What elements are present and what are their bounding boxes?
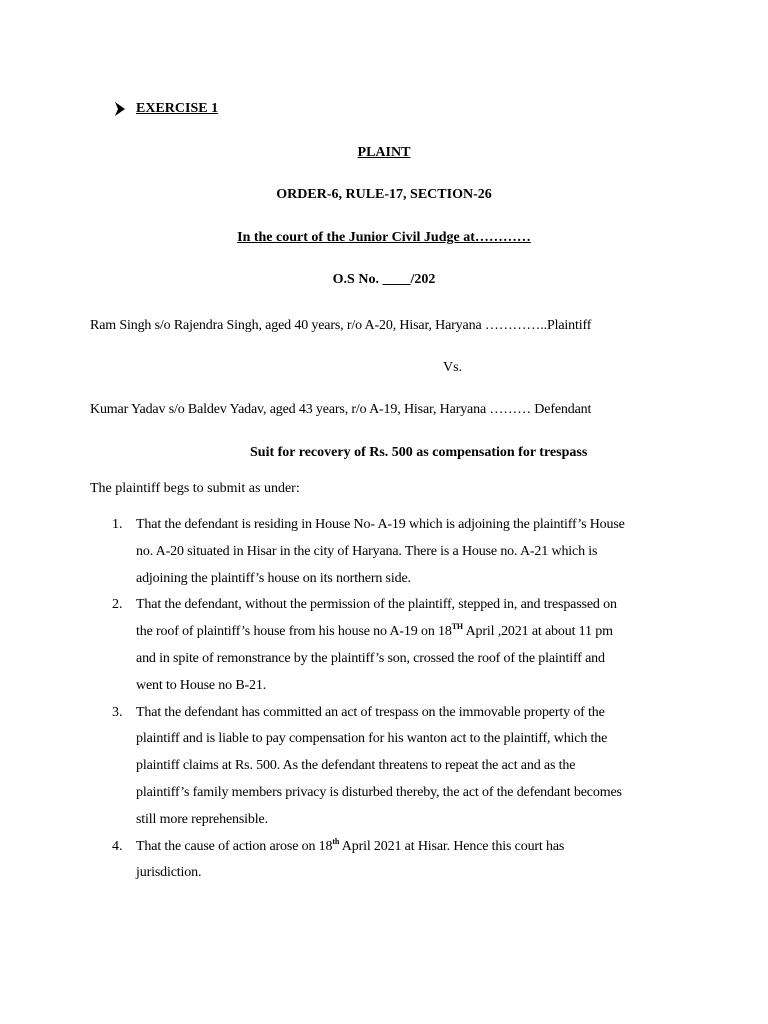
suit-title: Suit for recovery of Rs. 500 as compensation for trespass (250, 445, 588, 460)
list-item (90, 700, 710, 834)
arrow-bullet-icon (113, 100, 127, 118)
defendant-line: Kumar Yadav s/o Baldev Yadav, aged 43 years, r/o A-19, Hisar, Haryana ……… Defendant (90, 402, 592, 417)
list-text-line: jurisdiction. (136, 865, 202, 881)
list-text-line: That the defendant, without the permission of the plaintiff, stepped in, and trespassed on (136, 597, 617, 613)
list-text-line: still more reprehensible. (136, 811, 268, 827)
ordinal-suffix: TH (451, 622, 463, 632)
numbered-list (90, 512, 710, 887)
list-text-line (136, 834, 710, 861)
list-number: 2. (112, 597, 123, 613)
list-text-line: went to House no B-21. (136, 677, 267, 693)
text-segment: That the cause of action arose on 18 (136, 838, 333, 854)
list-text-line: That the defendant is residing in House No- A-19 which is adjoining the plaintiff’s House (136, 517, 625, 532)
text-segment: April 2021 at Hisar. Hence this court has (339, 838, 565, 854)
list-text-line (136, 619, 710, 646)
os-number: O.S No. ____/202 (332, 272, 436, 287)
exercise-heading: EXERCISE 1 (136, 101, 219, 116)
list-text-line: plaintiff claims at Rs. 500. As the defendant threatens to repeat the act and as the (136, 758, 576, 774)
list-text-line: adjoining the plaintiff’s house on its northern side. (136, 570, 411, 586)
court-heading: In the court of the Junior Civil Judge at………… (237, 230, 531, 245)
list-number: 4. (112, 838, 123, 854)
list-number: 1. (112, 517, 123, 532)
list-text-line: plaintiff and is liable to pay compensation for his wanton act to the plaintiff, which the (136, 731, 608, 747)
text-segment: April ,2021 at about 11 pm (463, 624, 613, 640)
list-text-line: and in spite of remonstrance by the plaintiff’s son, crossed the roof of the plaintiff and (136, 650, 605, 666)
plaintiff-line: Ram Singh s/o Rajendra Singh, aged 40 years, r/o A-20, Hisar, Haryana …………..Plaintiff (90, 318, 592, 333)
intro-text: The plaintiff begs to submit as under: (90, 481, 300, 496)
versus-label: Vs. (443, 360, 463, 375)
order-heading: ORDER-6, RULE-17, SECTION-26 (276, 187, 492, 202)
list-item (90, 512, 710, 592)
list-text-line: That the defendant has committed an act of trespass on the immovable property of the (136, 704, 605, 720)
text-segment: the roof of plaintiff’s house from his house no A-19 on 18 (136, 624, 452, 640)
list-number: 3. (112, 704, 123, 720)
list-text-line: plaintiff’s family members privacy is disturbed thereby, the act of the defendant becomes (136, 784, 622, 800)
list-item (90, 834, 710, 888)
list-text-line: no. A-20 situated in Hisar in the city of Haryana. There is a House no. A-21 which is (136, 543, 598, 559)
ordinal-suffix: th (332, 836, 340, 846)
list-item (90, 592, 710, 699)
plaint-title: PLAINT (357, 145, 411, 160)
